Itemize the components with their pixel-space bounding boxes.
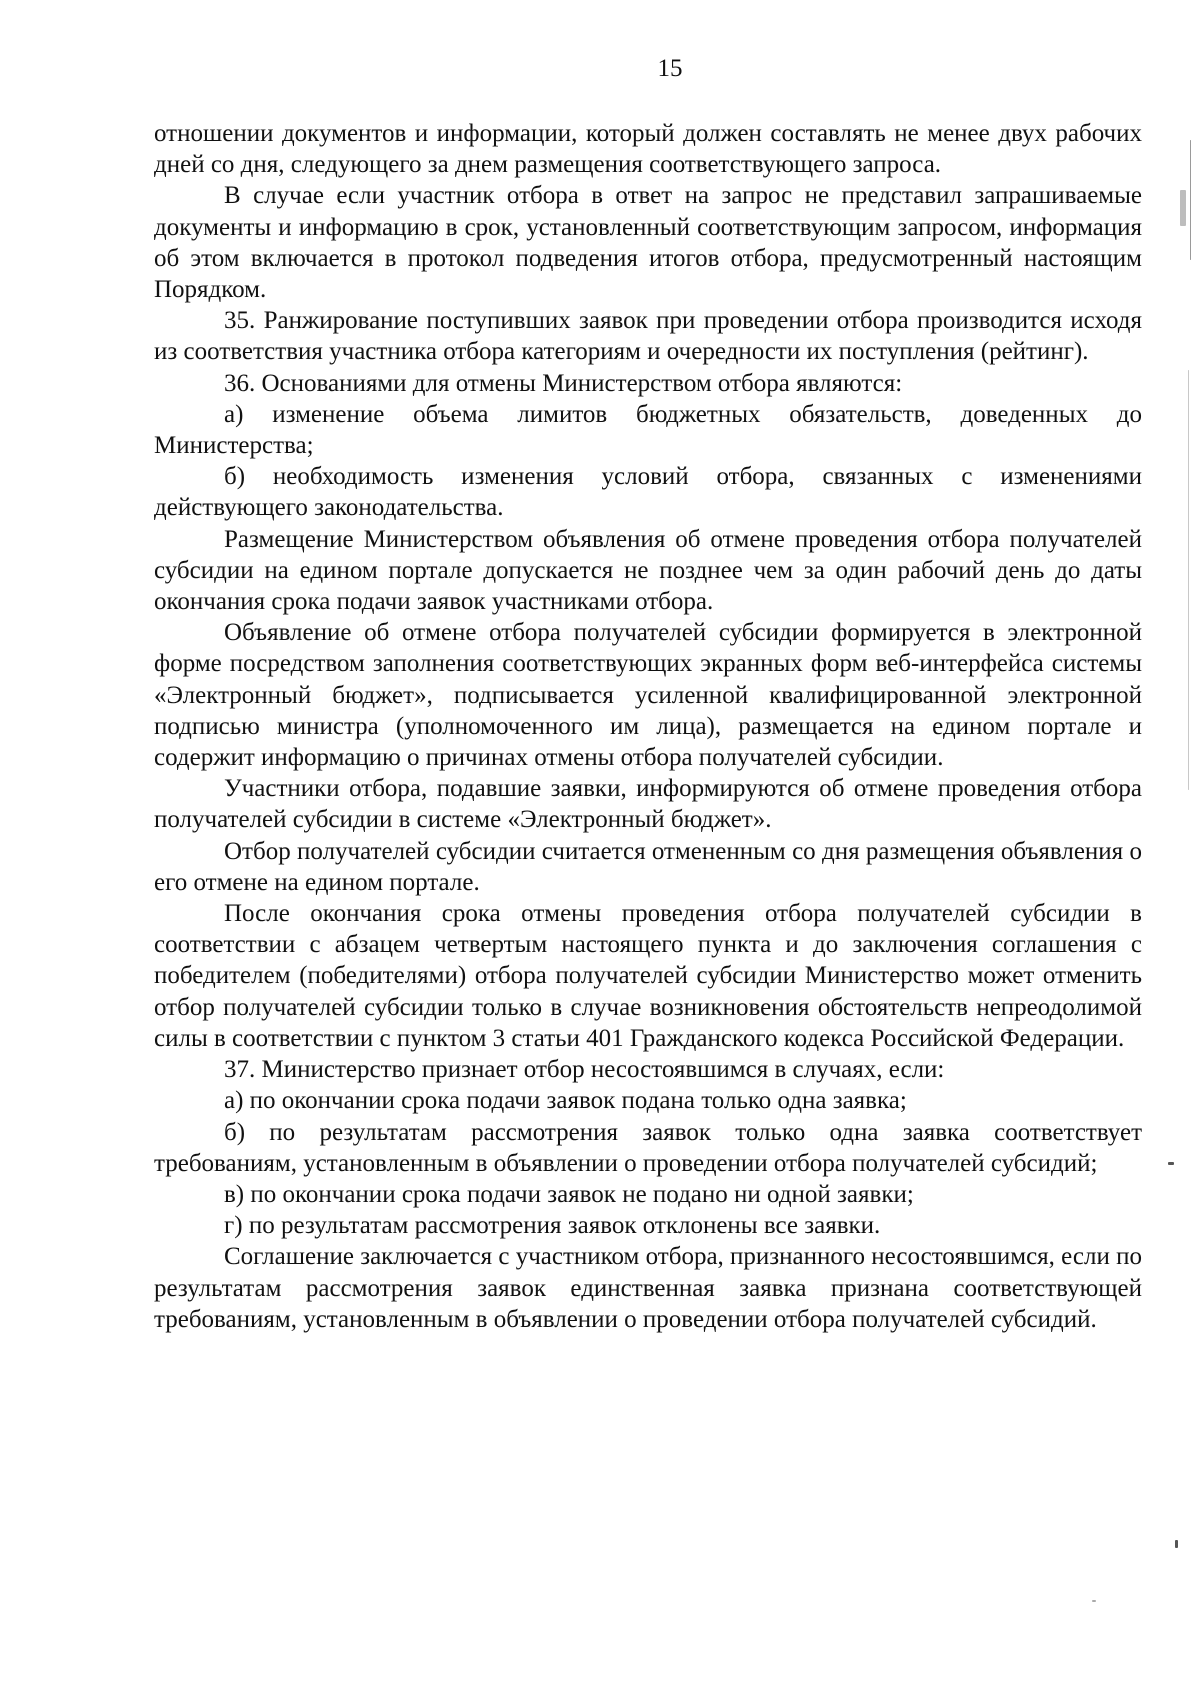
paragraph-item-36: 36. Основаниями для отмены Министерством отбора являются: (224, 369, 903, 397)
document-body (154, 118, 1142, 1335)
paragraph-subitem-b: б) по результатам рассмотрения заявок только одна заявка соответствует требованиям, установленным в объявлении о проведении отбора получателей субсидий; (154, 1118, 1142, 1177)
paragraph-continuation: отношении документов и информации, который должен составлять не менее двух рабочих дней со дня, следующего за днем размещения соответствующего запроса. (154, 120, 1142, 179)
paragraph-subitem-a: а) по окончании срока подачи заявок подана только одна заявка; (224, 1087, 907, 1115)
page-number: 15 (657, 55, 683, 82)
paragraph: Размещение Министерством объявления об отмене проведения отбора получателей субсидии на едином портале допускается не позднее чем за один рабочий день до даты окончания срока подачи заявок участниками отбора. (154, 525, 1142, 616)
paragraph: Участники отбора, подавшие заявки, информируются об отмене проведения отбора получателей субсидии в системе «Электронный бюджет». (154, 775, 1142, 834)
paragraph-item-37: 37. Министерство признает отбор несостоявшимся в случаях, если: (224, 1056, 945, 1084)
paragraph: Отбор получателей субсидии считается отмененным со дня размещения объявления о его отмене на едином портале. (154, 837, 1142, 896)
paragraph-subitem-g: г) по результатам рассмотрения заявок отклонены все заявки. (224, 1212, 881, 1240)
scan-artifact (1092, 1600, 1096, 1602)
scan-artifact (1188, 370, 1189, 790)
paragraph: Объявление об отмене отбора получателей субсидии формируется в электронной форме посредством заполнения соответствующих экранных форм веб-интерфейса системы «Электронный бюджет», подписывается усиленной квалифицированной электронной подписью министра (уполномоченного им лица), размещается на едином портале и содержит информацию о причинах отмены отбора получателей субсидии. (154, 619, 1142, 772)
paragraph-item-35: 35. Ранжирование поступивших заявок при проведении отбора производится исходя из соответствия участника отбора категориям и очередности их поступления (рейтинг). (154, 307, 1142, 366)
paragraph: В случае если участник отбора в ответ на запрос не представил запрашиваемые документы и информацию в срок, установленный соответствующим запросом, информация об этом включается в протокол подведения итогов отбора, предусмотренный настоящим Порядком. (154, 182, 1142, 304)
paragraph: После окончания срока отмены проведения отбора получателей субсидии в соответствии с абзацем четвертым настоящего пункта и до заключения соглашения с победителем (победителями) отбора получателей субсидии Министерство может отменить отбор получателей субсидии только в случае возникновения обстоятельств непреодолимой силы в соответствии с пунктом 3 статьи 401 Гражданского кодекса Российской Федерации. (154, 900, 1142, 1052)
scan-artifact (1168, 1162, 1174, 1165)
scan-artifact (1175, 1540, 1178, 1548)
paragraph-subitem-b: б) необходимость изменения условий отбора, связанных с изменениями действующего законодательства. (154, 463, 1142, 522)
paragraph-subitem-v: в) по окончании срока подачи заявок не подано ни одной заявки; (224, 1180, 914, 1208)
scan-artifact (1190, 140, 1191, 260)
paragraph-subitem-a: а) изменение объема лимитов бюджетных обязательств, доведенных до Министерства; (154, 400, 1142, 460)
scan-artifact (1180, 190, 1186, 226)
paragraph: Соглашение заключается с участником отбора, признанного несостоявшимся, если по результатам рассмотрения заявок единственная заявка признана соответствующей требованиям, установленным в объявлении о проведении отбора получателей субсидий. (154, 1243, 1142, 1333)
